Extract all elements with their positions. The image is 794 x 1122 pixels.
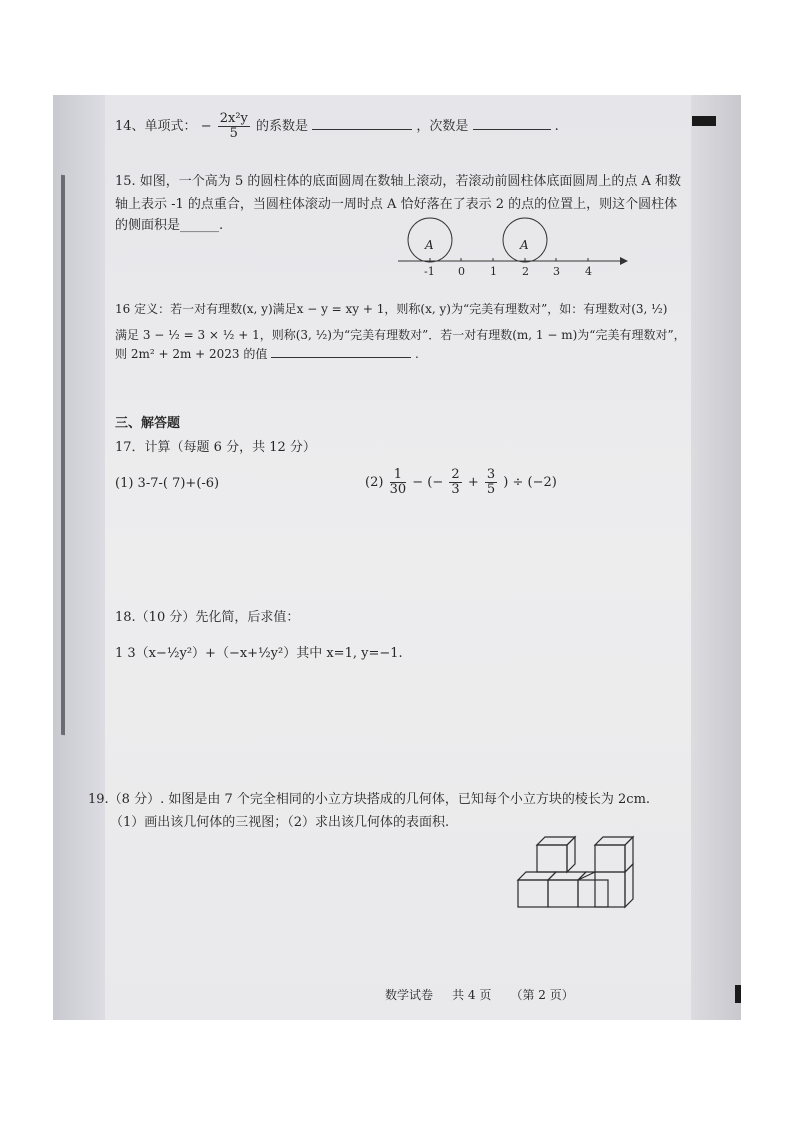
tick-label: 1 xyxy=(490,265,497,278)
q14-mid: 的系数是 xyxy=(256,119,309,134)
section-3-heading: 三、解答题 xyxy=(115,416,181,431)
q17-fraction-1 xyxy=(390,468,407,497)
q19-line1: 19.（8 分）. 如图是由 7 个完全相同的小立方块搭成的几何体，已知每个小立方块的棱长为 2cm. xyxy=(88,792,651,807)
q14-denominator: 5 xyxy=(229,126,238,141)
q16-line3 xyxy=(115,345,419,362)
q17-fraction-3-denominator: 5 xyxy=(486,482,496,497)
q17-fraction-2-numerator: 2 xyxy=(451,467,460,482)
footer-total-pages: 共 4 页 xyxy=(452,988,492,1002)
q17-part1: (1) 3-7-( 7)+(-6) xyxy=(115,476,220,491)
q19-line2: （1）画出该几何体的三视图；（2）求出该几何体的表面积. xyxy=(110,815,450,830)
question-14 xyxy=(115,112,559,141)
q17-part2-end: ) ÷ (−2) xyxy=(503,475,557,490)
cube-face xyxy=(595,837,633,845)
q14-blank-degree[interactable] xyxy=(473,116,551,130)
q14-prefix: 14、单项式： xyxy=(115,119,197,134)
q14-numerator: 2x²y xyxy=(219,111,248,126)
tick-label: 3 xyxy=(553,265,560,278)
q17-fraction-2-denominator: 3 xyxy=(451,482,460,497)
cube-face xyxy=(595,845,625,872)
q17-fraction-3-numerator: 3 xyxy=(486,467,496,482)
background-left-edge xyxy=(53,95,105,1020)
q16-line1: 16 定义：若一对有理数(x, y)满足x − y = xy + 1，则称(x, y)为“完美有理数对”，如：有理数对(3, ½) xyxy=(115,302,668,316)
footer-page-number: （第 2 页） xyxy=(510,988,574,1002)
tick-label: 4 xyxy=(585,265,592,278)
q16-answer-blank[interactable] xyxy=(271,345,411,358)
q18-expression: 1 3（x−½y²）+（−x+½y²）其中 x=1, y=−1. xyxy=(115,646,403,661)
black-edge-mark xyxy=(735,985,741,1003)
q17-fraction-1-denominator: 30 xyxy=(389,482,407,497)
black-tab-mark xyxy=(692,116,716,126)
q17-part2-mid: − (− xyxy=(412,475,444,490)
tick-label: -1 xyxy=(424,265,435,278)
circle-right-point-label: A xyxy=(520,238,529,252)
cube-face xyxy=(518,880,548,907)
cube-face xyxy=(595,872,625,907)
q14-end: . xyxy=(554,119,559,134)
footer-subject: 数学试卷 xyxy=(385,988,434,1002)
circle-left-point-label: A xyxy=(425,238,434,252)
cube-face xyxy=(518,872,556,880)
q19-cube-figure xyxy=(515,830,640,916)
q18-title: 18.（10 分）先化简，后求值： xyxy=(115,610,300,625)
q15-line2: 轴上表示 -1 的点重合，当圆柱体滚动一周时点 A 恰好落在了表示 2 的点的位置上，则这个圆柱体 xyxy=(115,197,678,212)
cube-face xyxy=(548,880,578,907)
cube-face xyxy=(625,864,633,907)
q15-number-line-figure xyxy=(392,214,632,278)
q17-fraction-2 xyxy=(449,468,461,497)
tick-label: 2 xyxy=(522,265,529,278)
cube-face xyxy=(567,837,575,872)
cube-face xyxy=(578,872,595,880)
background-right-edge xyxy=(691,95,741,1020)
cube-face xyxy=(578,880,608,907)
tick-label: 0 xyxy=(458,265,465,278)
q17-part2-plus: + xyxy=(467,475,479,490)
q14-mid2: ，次数是 xyxy=(416,119,469,134)
footer xyxy=(385,986,574,1003)
q14-fraction xyxy=(218,112,250,141)
q14-coef: − xyxy=(200,119,212,134)
q15-line1: 15. 如图，一个高为 5 的圆柱体的底面圆周在数轴上滚动，若滚动前圆柱体底面圆周上的点 A 和数 xyxy=(115,174,681,189)
q16-line3-prefix: 则 2m² + 2m + 2023 的值 xyxy=(115,347,268,361)
cube-face xyxy=(537,845,567,872)
cube-face xyxy=(625,837,633,872)
q14-blank-coefficient[interactable] xyxy=(312,116,412,130)
q17-part2-label: (2) xyxy=(365,475,384,490)
q17-title: 17．计算（每题 6 分，共 12 分） xyxy=(115,440,316,455)
q17-part2 xyxy=(365,468,557,497)
q17-fraction-1-numerator: 1 xyxy=(390,468,407,483)
number-line-arrow xyxy=(620,257,628,265)
q15-line3: 的侧面积是______. xyxy=(115,218,224,233)
q17-fraction-3 xyxy=(485,468,497,497)
cube-face xyxy=(537,837,575,845)
q16-line2: 满足 3 − ½ = 3 × ½ + 1，则称(3, ½)为“完美有理数对”．若一对有理数(m, 1 − m)为“完美有理数对”， xyxy=(115,328,686,342)
q16-line3-suffix: . xyxy=(415,347,419,361)
